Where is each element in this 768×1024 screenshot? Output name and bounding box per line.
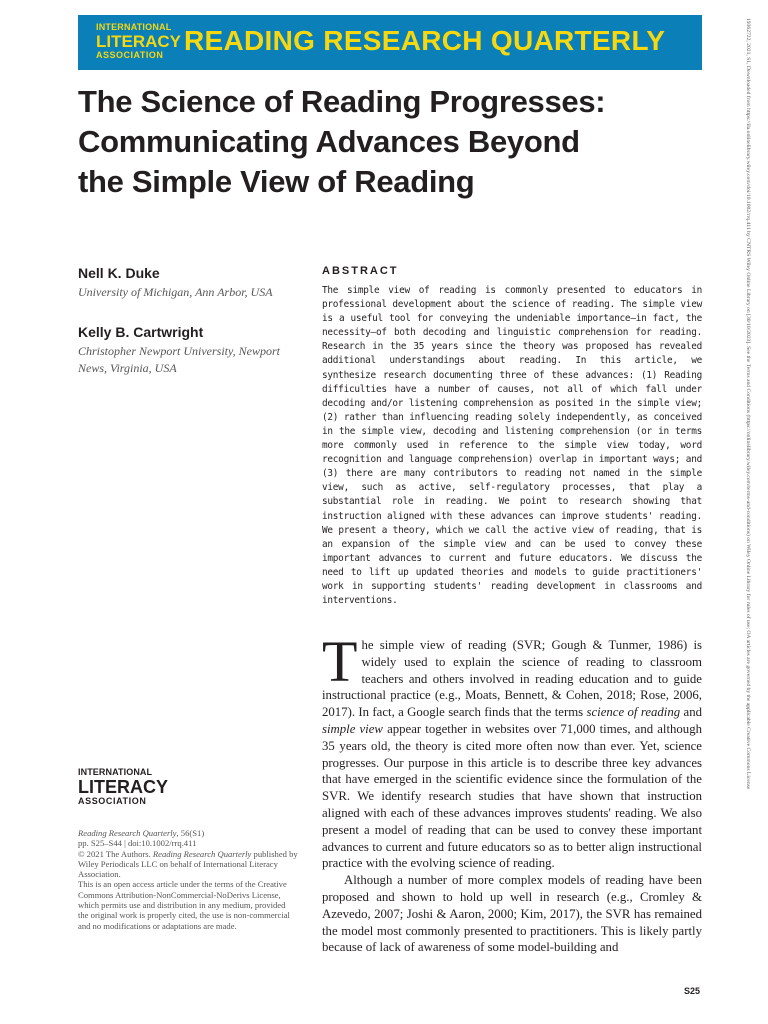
abstract-text: The simple view of reading is commonly presented to educators in professional development about the science of reading. The simple view is a useful tool for conveying the undeniable importance—in fact, the necessity—of both decoding and linguistic comprehension for reading. Research in the 35 years since the theory was proposed has revealed additional understandings about reading. In this article, we synthesize research documenting three of these advances: (1) Reading difficulties have a number of causes, not all of which fall under decoding and/or listening comprehension as posited in the simple view; (2) rather than influencing reading solely independently, as conceived in the simple view, decoding and listening comprehension (or in terms more commonly used in reference to the simple view today, word recognition and language comprehension) overlap in important ways; and (3) there are many contributors to reading not named in the simple view, such as active, self-regulatory processes, that play a substantial role in reading. We point to research showing that instruction aligned with these advances can improve students' reading. We present a theory, which we call the active view of reading, that is an expansion of the simple view and can be used to convey these important advances to current and future educators. We discuss the need to lift up updated theories and models to guide practitioners' work in supporting students' reading development in classrooms and interventions.: [322, 285, 702, 607]
drop-cap: T: [322, 629, 358, 694]
badge-line-1: INTERNATIONAL: [96, 22, 172, 32]
citation-journal: Reading Research Quarterly: [78, 828, 177, 838]
journal-title: READING RESEARCH QUARTERLY: [184, 25, 666, 56]
author-affiliation: University of Michigan, Ann Arbor, USA: [78, 285, 273, 299]
author-block-2: [78, 324, 308, 377]
download-side-note: [744, 18, 756, 1006]
article-body: [322, 629, 702, 956]
author-affiliation: Christopher Newport University, Newport News, Virginia, USA: [78, 344, 281, 375]
page-number: S25: [684, 986, 701, 996]
abstract-heading: ABSTRACT: [322, 265, 399, 277]
citation-copyright: © 2021 The Authors. Reading Research Quarterly published by Wiley Periodicals LLC on behalf of International Literacy Association.: [78, 848, 298, 880]
citation-volume: , 56(S1): [176, 828, 205, 838]
body-paragraph-2: Although a number of more complex models of reading have been proposed and shown to hold up well in research (e.g., Cromley & Azevedo, 2007; Joshi & Aaron, 2000; Kim, 2017), the SVR has remained the model most commonly presented to practitioners. This is likely partly because of lack of awareness of some model-building and: [322, 873, 702, 955]
article-title: [78, 82, 698, 202]
citation-license: This is an open access article under the terms of the Creative Commons Attribution-NonCommercial-NoDerivs License, which permits use and distribution in any medium, provided the original work is properly cited, the use is non-commercial and no modifications or adaptations are made.: [78, 879, 290, 931]
citation-block: [78, 828, 298, 931]
citation-pages: pp. S25–S44 | doi:10.1002/rrq.411: [78, 838, 197, 849]
journal-header-bar: [78, 15, 702, 70]
title-line-3: the Simple View of Reading: [78, 164, 475, 199]
ila-badge-logo: [96, 22, 181, 60]
title-line-2: Communicating Advances Beyond: [78, 124, 580, 159]
logo-line-3: ASSOCIATION: [78, 796, 147, 806]
badge-line-3: ASSOCIATION: [96, 50, 164, 60]
author-name: Nell K. Duke: [78, 265, 160, 281]
side-note-text: 19362722, 2021, S1, Downloaded from https://ila.onlinelibrary.wiley.com/doi/10.1002/rrq.411 by CNTRS Wiley Online Library on [30/10/2023]. See the Terms and Conditions (https://onlinelibrary.wiley.com/terms-and-conditions) on Wiley Online Library for rules of use; OA articles are governed by the applicable Creative Commons License: [745, 18, 751, 790]
badge-line-2: LITERACY: [96, 32, 181, 51]
author-name: Kelly B. Cartwright: [78, 324, 204, 340]
body-paragraph-1: The simple view of reading (SVR; Gough & Tunmer, 1986) is widely used to explain the science of reading to classroom teachers and others involved in reading education and to guide instructional practice (e.g., Moats, Bennett, & Cohen, 2018; Rose, 2006, 2017). In fact, a Google search finds that the terms science of reading and simple view appear together in websites over 71,000 times, and although 35 years old, the theory is cited more often now than ever. Yet, science progresses. Our purpose in this article is to describe three key advances that have emerged in the scientific evidence since the formulation of the SVR. We identify research studies that have shown that instruction aligned with each of these advances improves students' reading. We also present a model of reading that can be used to convey these important advances to current and future educators so as to better align instructional practice with the evolving science of reading.: [322, 629, 702, 871]
citation-journal-line: [78, 828, 298, 838]
ila-footer-logo: [78, 767, 168, 806]
logo-line-1: INTERNATIONAL: [78, 767, 153, 777]
logo-line-2: LITERACY: [78, 777, 168, 797]
author-block-1: [78, 265, 308, 301]
title-line-1: The Science of Reading Progresses:: [78, 84, 606, 119]
